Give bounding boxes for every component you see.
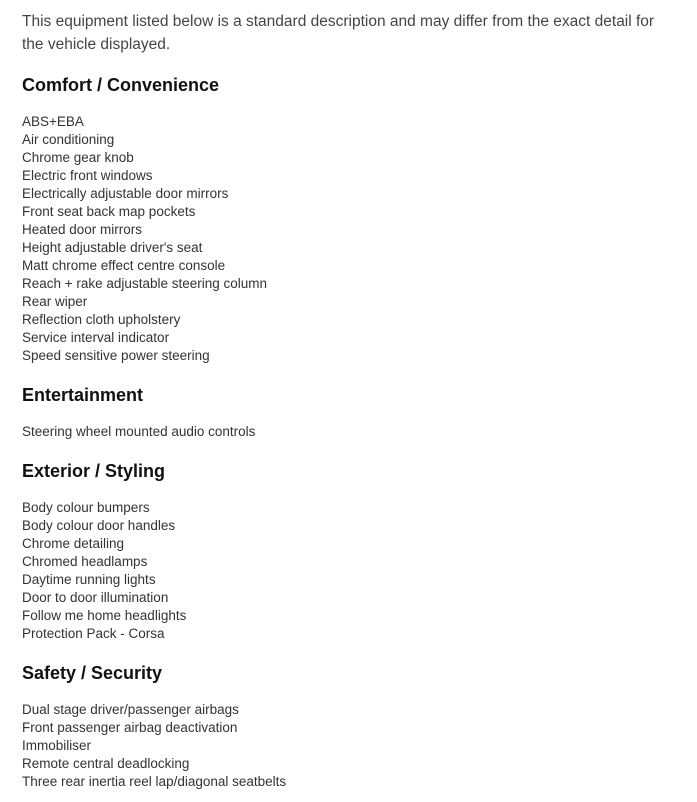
section-heading: Entertainment: [22, 385, 144, 405]
list-item: Body colour door handles: [22, 518, 176, 533]
section-heading: Safety / Security: [22, 663, 163, 683]
list-item: Daytime running lights: [22, 572, 156, 587]
list-item: Immobiliser: [22, 738, 92, 753]
list-item: Reach + rake adjustable steering column: [22, 276, 268, 291]
list-item: Air conditioning: [22, 132, 115, 147]
list-item: Door to door illumination: [22, 590, 169, 605]
list-item: Speed sensitive power steering: [22, 348, 210, 363]
list-item: Electrically adjustable door mirrors: [22, 186, 229, 201]
sections: [22, 74, 675, 791]
intro-text: This equipment listed below is a standard description and may differ from the exact detail for the vehicle displayed.: [22, 13, 655, 53]
list-item: Front passenger airbag deactivation: [22, 720, 238, 735]
equipment-items: [22, 701, 675, 791]
list-item: Chrome detailing: [22, 536, 125, 551]
list-item: Reflection cloth upholstery: [22, 312, 181, 327]
list-item: Front seat back map pockets: [22, 204, 196, 219]
list-item: Chrome gear knob: [22, 150, 134, 165]
equipment-items: [22, 113, 675, 365]
list-item: Electric front windows: [22, 168, 153, 183]
list-item: Remote central deadlocking: [22, 756, 190, 771]
section-heading: Comfort / Convenience: [22, 75, 220, 95]
equipment-section: [22, 460, 675, 643]
list-item: Dual stage driver/passenger airbags: [22, 702, 239, 717]
list-item: Three rear inertia reel lap/diagonal seatbelts: [22, 774, 287, 789]
list-item: Steering wheel mounted audio controls: [22, 424, 256, 439]
equipment-section: [22, 384, 675, 441]
equipment-section: [22, 662, 675, 791]
equipment-items: [22, 423, 675, 441]
list-item: Protection Pack - Corsa: [22, 626, 165, 641]
list-item: Body colour bumpers: [22, 500, 150, 515]
list-item: ABS+EBA: [22, 114, 84, 129]
list-item: Height adjustable driver's seat: [22, 240, 203, 255]
list-item: Follow me home headlights: [22, 608, 187, 623]
section-heading: Exterior / Styling: [22, 461, 166, 481]
equipment-section: [22, 74, 675, 365]
list-item: Service interval indicator: [22, 330, 170, 345]
list-item: Rear wiper: [22, 294, 88, 309]
list-item: Matt chrome effect centre console: [22, 258, 226, 273]
equipment-items: [22, 499, 675, 643]
list-item: Heated door mirrors: [22, 222, 143, 237]
list-item: Chromed headlamps: [22, 554, 148, 569]
